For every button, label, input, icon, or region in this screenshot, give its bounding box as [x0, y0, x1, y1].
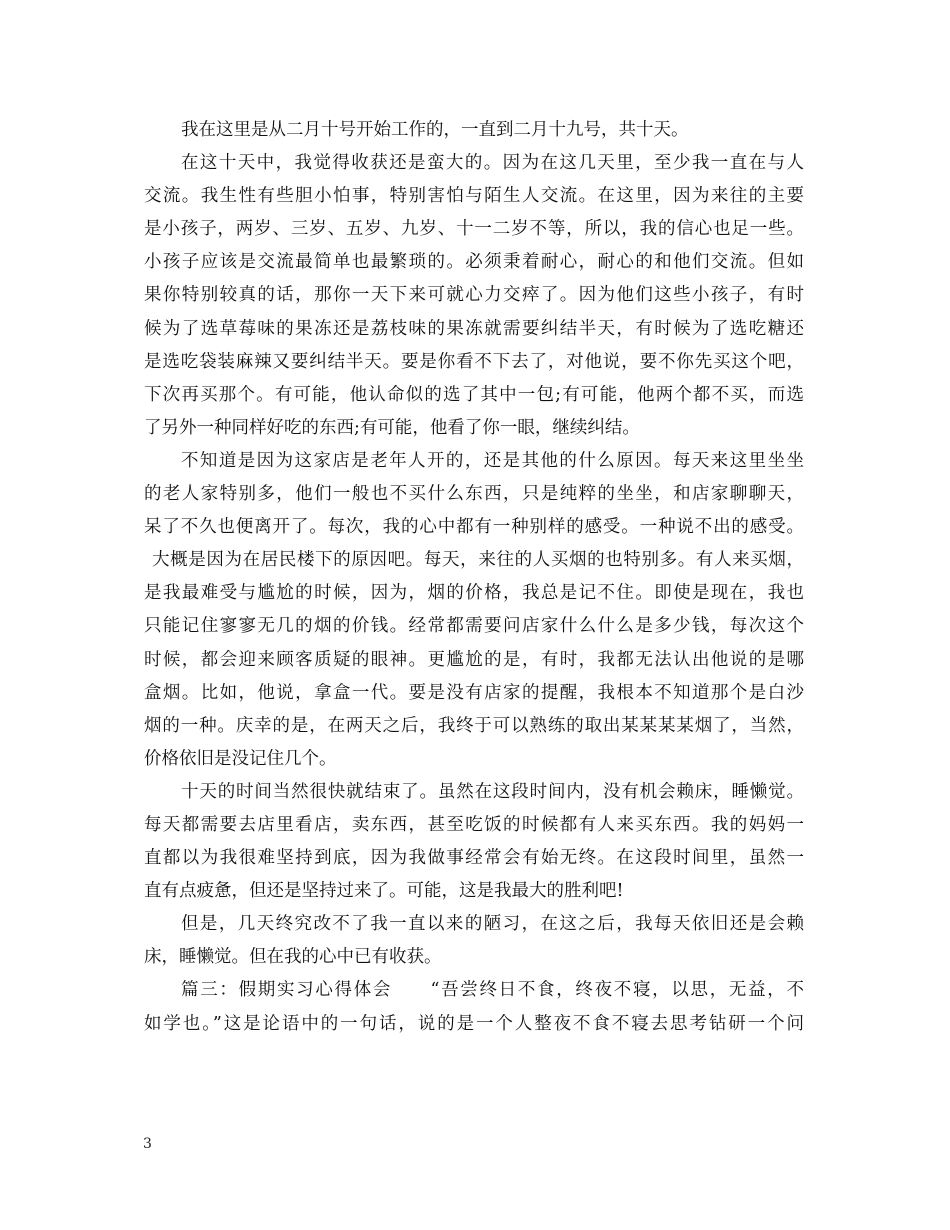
text-line: 十天的时间当然很快就结束了。虽然在这段时间内，没有机会赖床，睡懒觉。 — [181, 781, 804, 802]
text-line: 是我最难受与尴尬的时候，因为，烟的价格，我总是记不住。即使是现在，我也 — [144, 583, 804, 604]
text-line: 在这十天中，我觉得收获还是蛮大的。因为在这几天里，至少我一直在与人 — [181, 153, 804, 174]
text-line: 了另外一种同样好吃的东西;有可能，他看了你一眼，继续纠结。 — [144, 417, 640, 438]
text-line: 是选吃袋装麻辣又要纠结半天。要是你看不下去了，对他说，要不你先买这个吧， — [144, 351, 804, 372]
text-line: 呆了不久也便离开了。每次，我的心中都有一种别样的感受。一种说不出的感受。 — [144, 517, 804, 538]
text-line: 如学也。”这是论语中的一句话，说的是一个人整夜不食不寝去思考钻研一个问 — [144, 1013, 804, 1034]
text-line: 但是，几天终究改不了我一直以来的陋习，在这之后，我每天依旧还是会赖 — [181, 914, 804, 935]
text-line: 直都以为我很难坚持到底，因为我做事经常会有始无终。在这段时间里，虽然一 — [144, 848, 804, 869]
text-line: 不知道是因为这家店是老年人开的，还是其他的什么原因。每天来这里坐坐 — [181, 450, 804, 471]
text-line: 篇三：假期实习心得体会 “吾尝终日不食，终夜不寝，以思，无益，不 — [181, 980, 804, 1001]
text-line: 盒烟。比如，他说，拿盒一代。要是没有店家的提醒，我根本不知道那个是白沙 — [144, 682, 804, 703]
text-line: 价格依旧是没记住几个。 — [144, 748, 337, 769]
text-line: 小孩子应该是交流最简单也最繁琐的。必须秉着耐心，耐心的和他们交流。但如 — [144, 252, 804, 273]
document-body — [144, 114, 804, 1041]
text-line: 的老人家特别多，他们一般也不买什么东西，只是纯粹的坐坐，和店家聊聊天， — [144, 484, 804, 505]
page-number: 3 — [143, 1136, 152, 1152]
text-line: 候为了选草莓味的果冻还是荔枝味的果冻就需要纠结半天，有时候为了选吃糖还 — [144, 318, 804, 339]
text-line: 只能记住寥寥无几的烟的价钱。经常都需要问店家什么什么是多少钱，每次这个 — [144, 616, 804, 637]
text-line: 是小孩子，两岁、三岁、五岁、九岁、十一二岁不等，所以，我的信心也足一些。 — [144, 219, 804, 240]
text-line: 烟的一种。庆幸的是，在两天之后，我终于可以熟练的取出某某某某烟了，当然， — [144, 715, 804, 736]
text-line: 我在这里是从二月十号开始工作的，一直到二月十九号，共十天。 — [181, 120, 689, 140]
text-line: 交流。我生性有些胆小怕事，特别害怕与陌生人交流。在这里，因为来往的主要 — [144, 186, 804, 207]
text-line: 果你特别较真的话，那你一天下来可就心力交瘁了。因为他们这些小孩子，有时 — [144, 285, 804, 306]
text-line: 下次再买那个。有可能，他认命似的选了其中一包;有可能，他两个都不买，而选 — [144, 384, 804, 405]
text-line: 直有点疲惫，但还是坚持过来了。可能，这是我最大的胜利吧! — [144, 881, 624, 902]
text-line: 每天都需要去店里看店，卖东西，甚至吃饭的时候都有人来买东西。我的妈妈一 — [144, 814, 804, 835]
text-line: 大概是因为在居民楼下的原因吧。每天，来往的人买烟的也特别多。有人来买烟， — [152, 550, 804, 571]
text-line: 床，睡懒觉。但在我的心中已有收获。 — [144, 947, 442, 968]
text-line: 时候，都会迎来顾客质疑的眼神。更尴尬的是，有时，我都无法认出他说的是哪 — [144, 649, 804, 670]
